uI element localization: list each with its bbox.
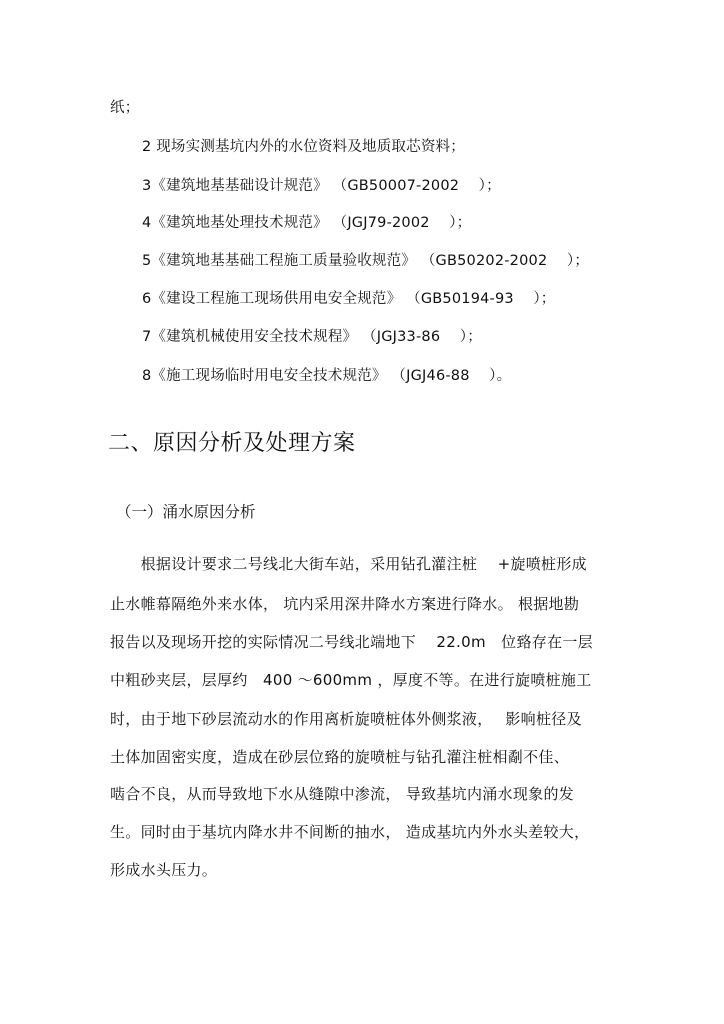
paragraph-line: 中粗砂夹层，层厚约 400 ～600mm ，厚度不等。在进行旋喷桩施工 bbox=[110, 671, 592, 689]
reference-item-8: 8《施工现场临时用电安全技术规范》 （JGJ46-88 ）。 bbox=[142, 368, 512, 384]
intro-tail-text: 纸； bbox=[110, 100, 140, 116]
reference-item-7: 7《建筑机械使用安全技术规程》 （JGJ33-86 ）； bbox=[142, 329, 482, 345]
paragraph-line: 根据设计要求二号线北大街车站，采用钻孔灌注桩 +旋喷桩形成 bbox=[110, 555, 587, 573]
paragraph-line: 啮合不良，从而导致地下水从缝隙中渗流， 导致基坑内涌水现象的发 bbox=[110, 785, 575, 803]
reference-item-4: 4《建筑地基处理技术规范》 （JGJ79-2002 ）； bbox=[142, 215, 472, 231]
paragraph-line: 止水帷幕隔绝外来水体， 坑内采用深井降水方案进行降水。 根据地勘 bbox=[110, 595, 580, 613]
paragraph-line: 报告以及现场开挖的实际情况二号线北端地下 22.0m 位臵存在一层 bbox=[110, 633, 593, 651]
section-heading: 二、原因分析及处理方案 bbox=[108, 431, 356, 456]
paragraph-line: 时，由于地下砂层流动水的作用离析旋喷桩体外侧浆液， 影响桩径及 bbox=[110, 710, 582, 728]
reference-item-5: 5《建筑地基基础工程施工质量验收规范》 （GB50202-2002 ）； bbox=[142, 253, 590, 269]
paragraph-line: 土体加固密实度，造成在砂层位臵的旋喷桩与钻孔灌注桩相劀不佳、 bbox=[110, 748, 570, 766]
reference-item-6: 6《建设工程施工现场供用电安全规范》 （GB50194-93 ）； bbox=[142, 291, 556, 307]
subsection-heading: （一）涌水原因分析 bbox=[116, 503, 256, 521]
reference-item-3: 3《建筑地基基础设计规范》 （GB50007-2002 ）； bbox=[142, 178, 501, 194]
paragraph-line: 形成水头压力。 bbox=[110, 861, 218, 879]
paragraph-line: 生。同时由于基坑内降水井不间断的抽水， 造成基坑内外水头差较大， bbox=[110, 823, 590, 841]
reference-item-2: 2 现场实测基坑内外的水位资料及地质取芯资料； bbox=[142, 139, 465, 155]
